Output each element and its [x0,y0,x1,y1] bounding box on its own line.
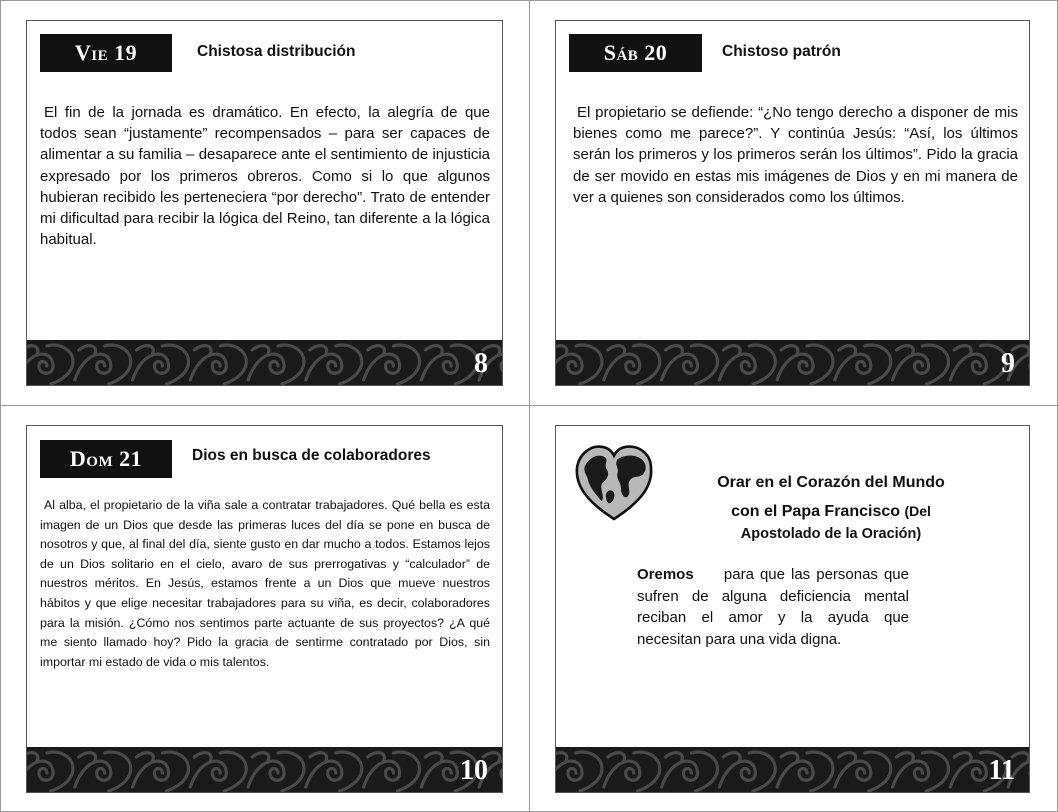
card-subtitle: Dios en busca de colaboradores [192,447,431,464]
page-number: 10 [460,755,488,786]
day-label: Vie 19 [40,34,172,72]
ornament-band [27,340,502,385]
card-page-8 [26,20,503,386]
card-body-text: El fin de la jornada es dramático. En efecto, la alegría de que todos sean “justamente” recompensados – para ser capaces de alimentar a su familia – desaparece ante el sentimiento de injusticia expresado por los primeros obreros. Como si lo que algunos hubieran recibido les perteneciera “por derecho”. Trato de entender mi dificultad para recibir la lógica del Reino, tan diferente a la lógica habitual. [40,104,490,249]
page-number: 8 [474,348,488,379]
prayer-title [666,471,996,494]
card-page-11 [555,425,1030,793]
prayer-title-line1: Orar en el Corazón del Mundo [717,474,945,491]
card-subtitle: Chistosa distribución [197,43,356,60]
card-subtitle: Chistoso patrón [722,43,841,60]
prayer-body-text: para que las personas que sufren de alguna deficiencia mental reciban el amor y la ayuda que necesitan para una vida digna. [637,566,909,648]
ornament-band [27,747,502,792]
prayer-lead: Oremos [637,566,694,583]
card-page-9 [555,20,1030,386]
prayer-title-line2-wrap [666,500,996,523]
page-number: 11 [988,755,1015,786]
prayer-title-paren: (Del [904,503,931,519]
heart-globe-icon [570,438,658,526]
card-body-text: Al alba, el propietario de la viña sale a contratar trabajadores. Qué bella es esta imagen de un Dios que desde las primeras luces del día se pone en busca de nosotros y que, al final del día, siente gusto en dar mucho a todos. Estamos lejos de un Dios solitario en el cielo, avaro de sus prerrogativas y “calculador” de nuestros méritos. En Jesús, estamos frente a un Dios que mueve nuestros hábitos y que elige necesitar trabajadores para su viña, es decir, colaboradores para la misión. ¿Cómo nos sentimos parte actuante de sus proyectos? ¿A qué me siento llamado hoy? Pido la gracia de sentirme contratado por Dios, sin importar mi estado de vida o mis talentos. [40,498,490,669]
prayer-title-paren-line: Apostolado de la Oración) [740,526,922,542]
prayer-title-line2: con el Papa Francisco [731,503,901,520]
day-label: Dom 21 [40,440,172,478]
prayer-body [637,564,909,650]
ornament-band [556,340,1029,385]
day-label: Sáb 20 [569,34,702,72]
card-page-10 [26,425,503,793]
page-number: 9 [1001,348,1015,379]
card-body-text: El propietario se defiende: “¿No tengo derecho a disponer de mis bienes como me parece?”. Y continúa Jesús: “Así, los últimos serán los primeros y los primeros serán los últimos”. Pido la gracia de ser movido en estas mis imágenes de Dios y en mi manera de ver a quienes son considerados como los últimos. [573,104,1018,206]
ornament-band [556,747,1029,792]
